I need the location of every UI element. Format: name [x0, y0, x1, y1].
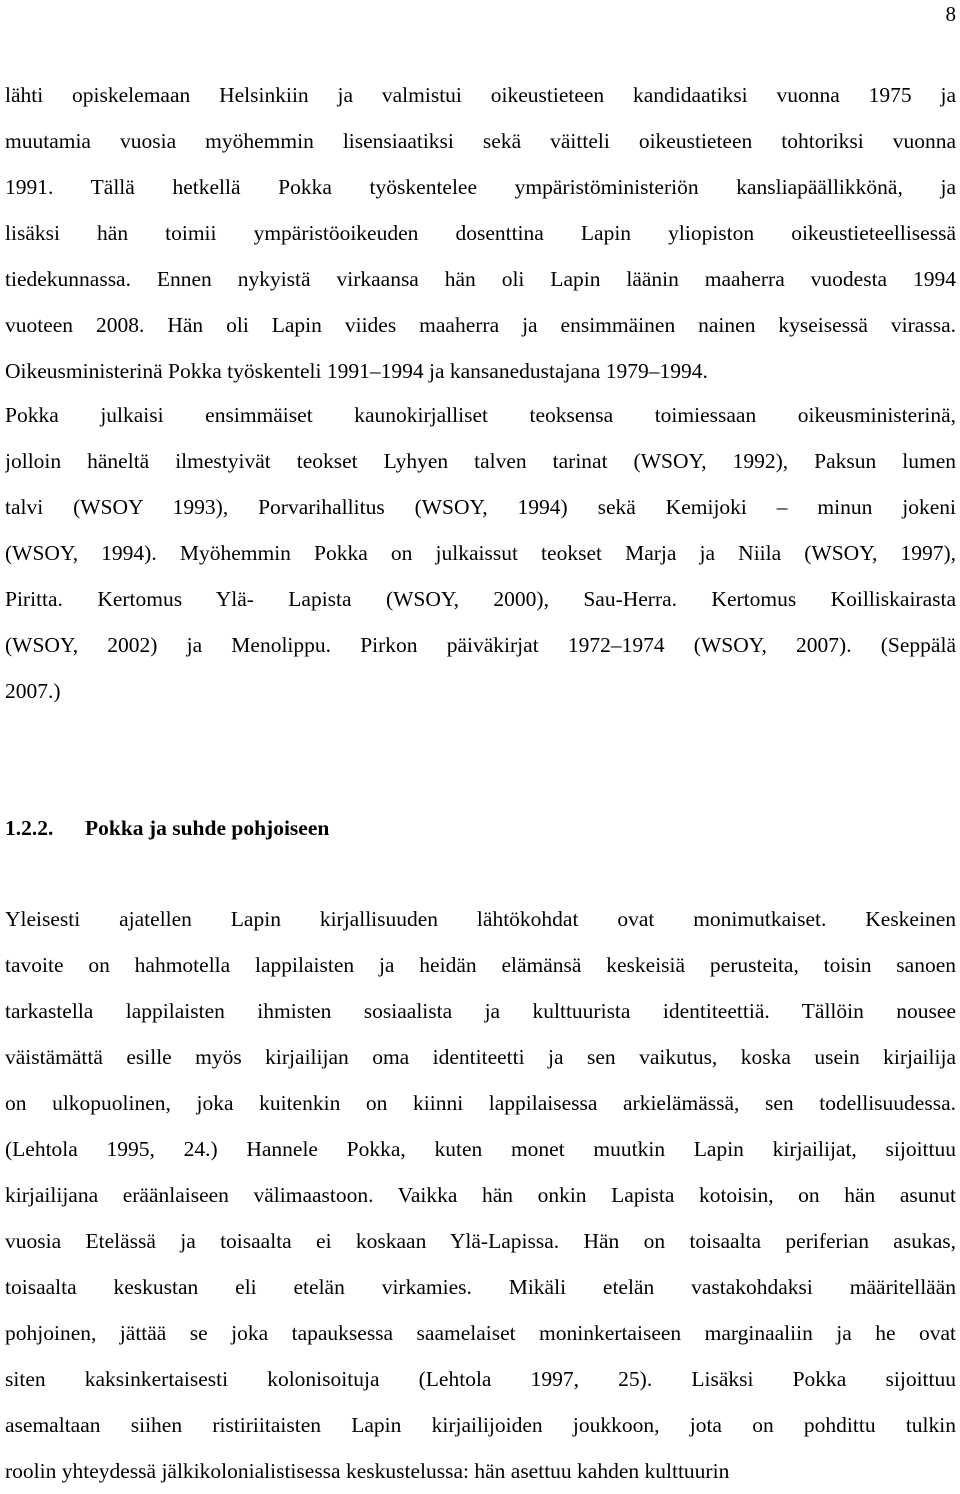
text-line: siten kaksinkertaisesti kolonisoituja (Lehtola 1997, 25). Lisäksi Pokka sijoittuu [5, 1367, 956, 1391]
text-line: pohjoinen, jättää se joka tapauksessa saamelaiset moninkertaiseen marginaaliin ja he ovat [5, 1321, 956, 1345]
text-line: vuoteen 2008. Hän oli Lapin viides maaherra ja ensimmäinen nainen kyseisessä virassa. [5, 313, 956, 337]
text-line: lisäksi hän toimii ympäristöoikeuden dosenttina Lapin yliopiston oikeustieteellisessä [5, 221, 956, 245]
text-line: väistämättä esille myös kirjailijan oma identiteetti ja sen vaikutus, koska usein kirjailija [5, 1045, 956, 1069]
text-line: vuosia Etelässä ja toisaalta ei koskaan Ylä-Lapissa. Hän on toisaalta periferian asukas, [5, 1229, 956, 1253]
text-line: Piritta. Kertomus Ylä- Lapista (WSOY, 2000), Sau-Herra. Kertomus Koilliskairasta [5, 587, 956, 611]
text-line: toisaalta keskustan eli etelän virkamies. Mikäli etelän vastakohdaksi määritellään [5, 1275, 956, 1299]
text-line: talvi (WSOY 1993), Porvarihallitus (WSOY, 1994) sekä Kemijoki ‒ minun jokeni [5, 495, 956, 519]
text-line: roolin yhteydessä jälkikolonialistisessa keskustelussa: hän asettuu kahden kulttuurin [5, 1459, 730, 1483]
text-line: Yleisesti ajatellen Lapin kirjallisuuden lähtökohdat ovat monimutkaiset. Keskeinen [5, 907, 956, 931]
text-line: kirjailijana eräänlaiseen välimaastoon. Vaikka hän onkin Lapista kotoisin, on hän asunut [5, 1183, 956, 1207]
text-line: 1991. Tällä hetkellä Pokka työskentelee ympäristöministeriön kansliapäällikkönä, ja [5, 175, 956, 199]
text-line: Pokka julkaisi ensimmäiset kaunokirjalliset teoksensa toimiessaan oikeusministerinä, [5, 403, 956, 427]
page-number: 8 [945, 2, 956, 26]
text-line: (Lehtola 1995, 24.) Hannele Pokka, kuten monet muutkin Lapin kirjailijat, sijoittuu [5, 1137, 956, 1161]
paragraph-lapland-literature [5, 896, 956, 1494]
section-heading [5, 812, 329, 844]
section-number: 1.2.2. [5, 816, 54, 840]
section-title: Pokka ja suhde pohjoiseen [85, 816, 330, 840]
text-line: jolloin häneltä ilmestyivät teokset Lyhyen talven tarinat (WSOY, 1992), Paksun lumen [5, 449, 956, 473]
text-line: tiedekunnassa. Ennen nykyistä virkaansa hän oli Lapin läänin maaherra vuodesta 1994 [5, 267, 956, 291]
text-line: on ulkopuolinen, joka kuitenkin on kiinni lappilaisessa arkielämässä, sen todellisuudessa. [5, 1091, 956, 1115]
text-line: muutamia vuosia myöhemmin lisensiaatiksi sekä väitteli oikeustieteen tohtoriksi vuonna [5, 129, 956, 153]
text-line: tavoite on hahmotella lappilaisten ja heidän elämänsä keskeisiä perusteita, toisin sanoen [5, 953, 956, 977]
text-line: Oikeusministerinä Pokka työskenteli 1991‒1994 ja kansanedustajana 1979‒1994. [5, 359, 708, 383]
text-line: 2007.) [5, 679, 61, 703]
paragraph-works [5, 392, 956, 714]
text-line: (WSOY, 2002) ja Menolippu. Pirkon päiväkirjat 1972‒1974 (WSOY, 2007). (Seppälä [5, 633, 956, 657]
text-line: asemaltaan siihen ristiriitaisten Lapin kirjailijoiden joukkoon, jota on pohdittu tulkin [5, 1413, 956, 1437]
paragraph-biography [5, 72, 956, 394]
text-line: lähti opiskelemaan Helsinkiin ja valmistui oikeustieteen kandidaatiksi vuonna 1975 ja [5, 83, 956, 107]
text-line: (WSOY, 1994). Myöhemmin Pokka on julkaissut teokset Marja ja Niila (WSOY, 1997), [5, 541, 956, 565]
text-line: tarkastella lappilaisten ihmisten sosiaalista ja kulttuurista identiteettiä. Tällöin nousee [5, 999, 956, 1023]
